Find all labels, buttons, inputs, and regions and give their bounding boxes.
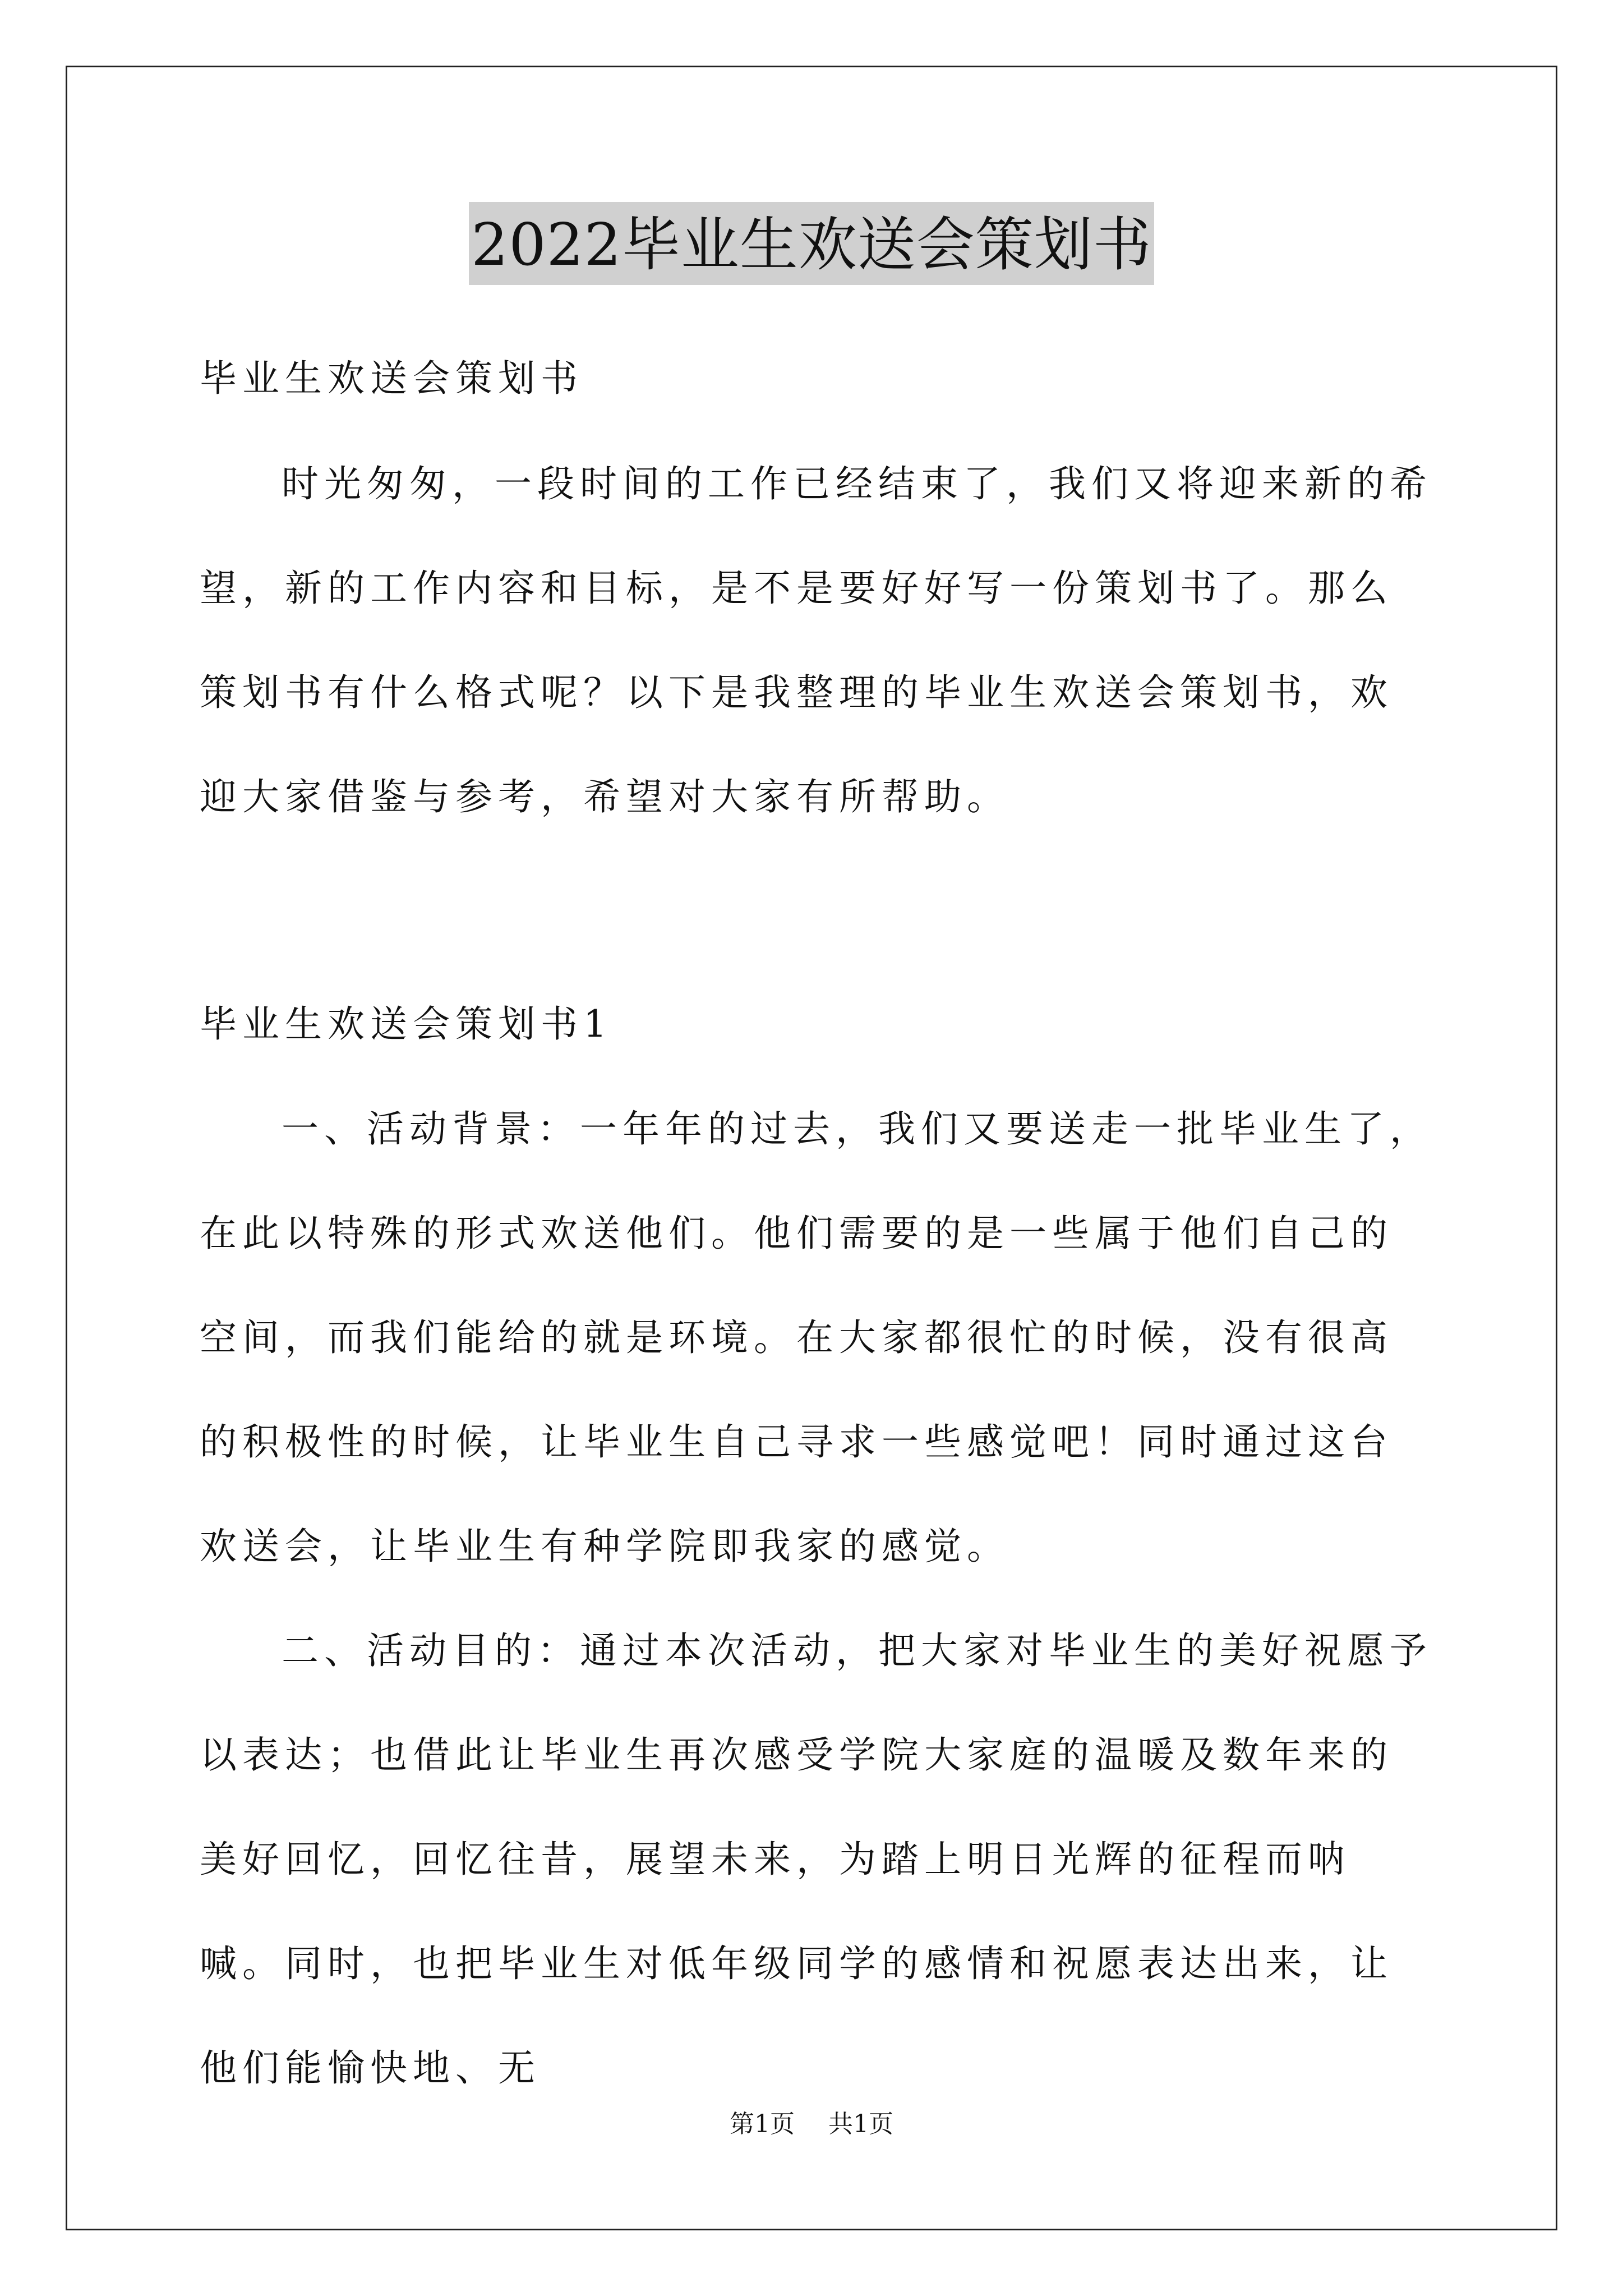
document-subtitle: 毕业生欢送会策划书 bbox=[200, 357, 583, 400]
background-paragraph: 一、活动背景：一年年的过去，我们又要送走一批毕业生了，在此以特殊的形式欢送他们。他们需要的是一些属于他们自己的空间，而我们能给的就是环境。在大家都很忙的时候，没有很高的积极性的时候，让毕业生自己寻求一些感觉吧！同时通过这台欢送会，让毕业生有种学院即我家的感觉。 bbox=[200, 1107, 1432, 1568]
page-number: 第1页 bbox=[730, 2110, 795, 2138]
title-container bbox=[0, 202, 1623, 285]
purpose-paragraph: 二、活动目的：通过本次活动，把大家对毕业生的美好祝愿予以表达；也借此让毕业生再次感受学院大家庭的温暖及数年来的美好回忆，回忆往昔，展望未来，为踏上明日光辉的征程而呐喊。同时，也把毕业生对低年级同学的感情和祝愿表达出来，让他们能愉快地、无 bbox=[200, 1629, 1432, 2090]
document-title: 2022毕业生欢送会策划书 bbox=[469, 202, 1154, 285]
section-heading: 毕业生欢送会策划书1 bbox=[200, 1002, 612, 1046]
intro-paragraph: 时光匆匆，一段时间的工作已经结束了，我们又将迎来新的希望，新的工作内容和目标，是不是要好好写一份策划书了。那么策划书有什么格式呢？以下是我整理的毕业生欢送会策划书，欢迎大家借鉴与参考，希望对大家有所帮助。 bbox=[200, 462, 1432, 818]
page-total: 共1页 bbox=[828, 2110, 893, 2138]
page-footer bbox=[0, 2104, 1623, 2139]
